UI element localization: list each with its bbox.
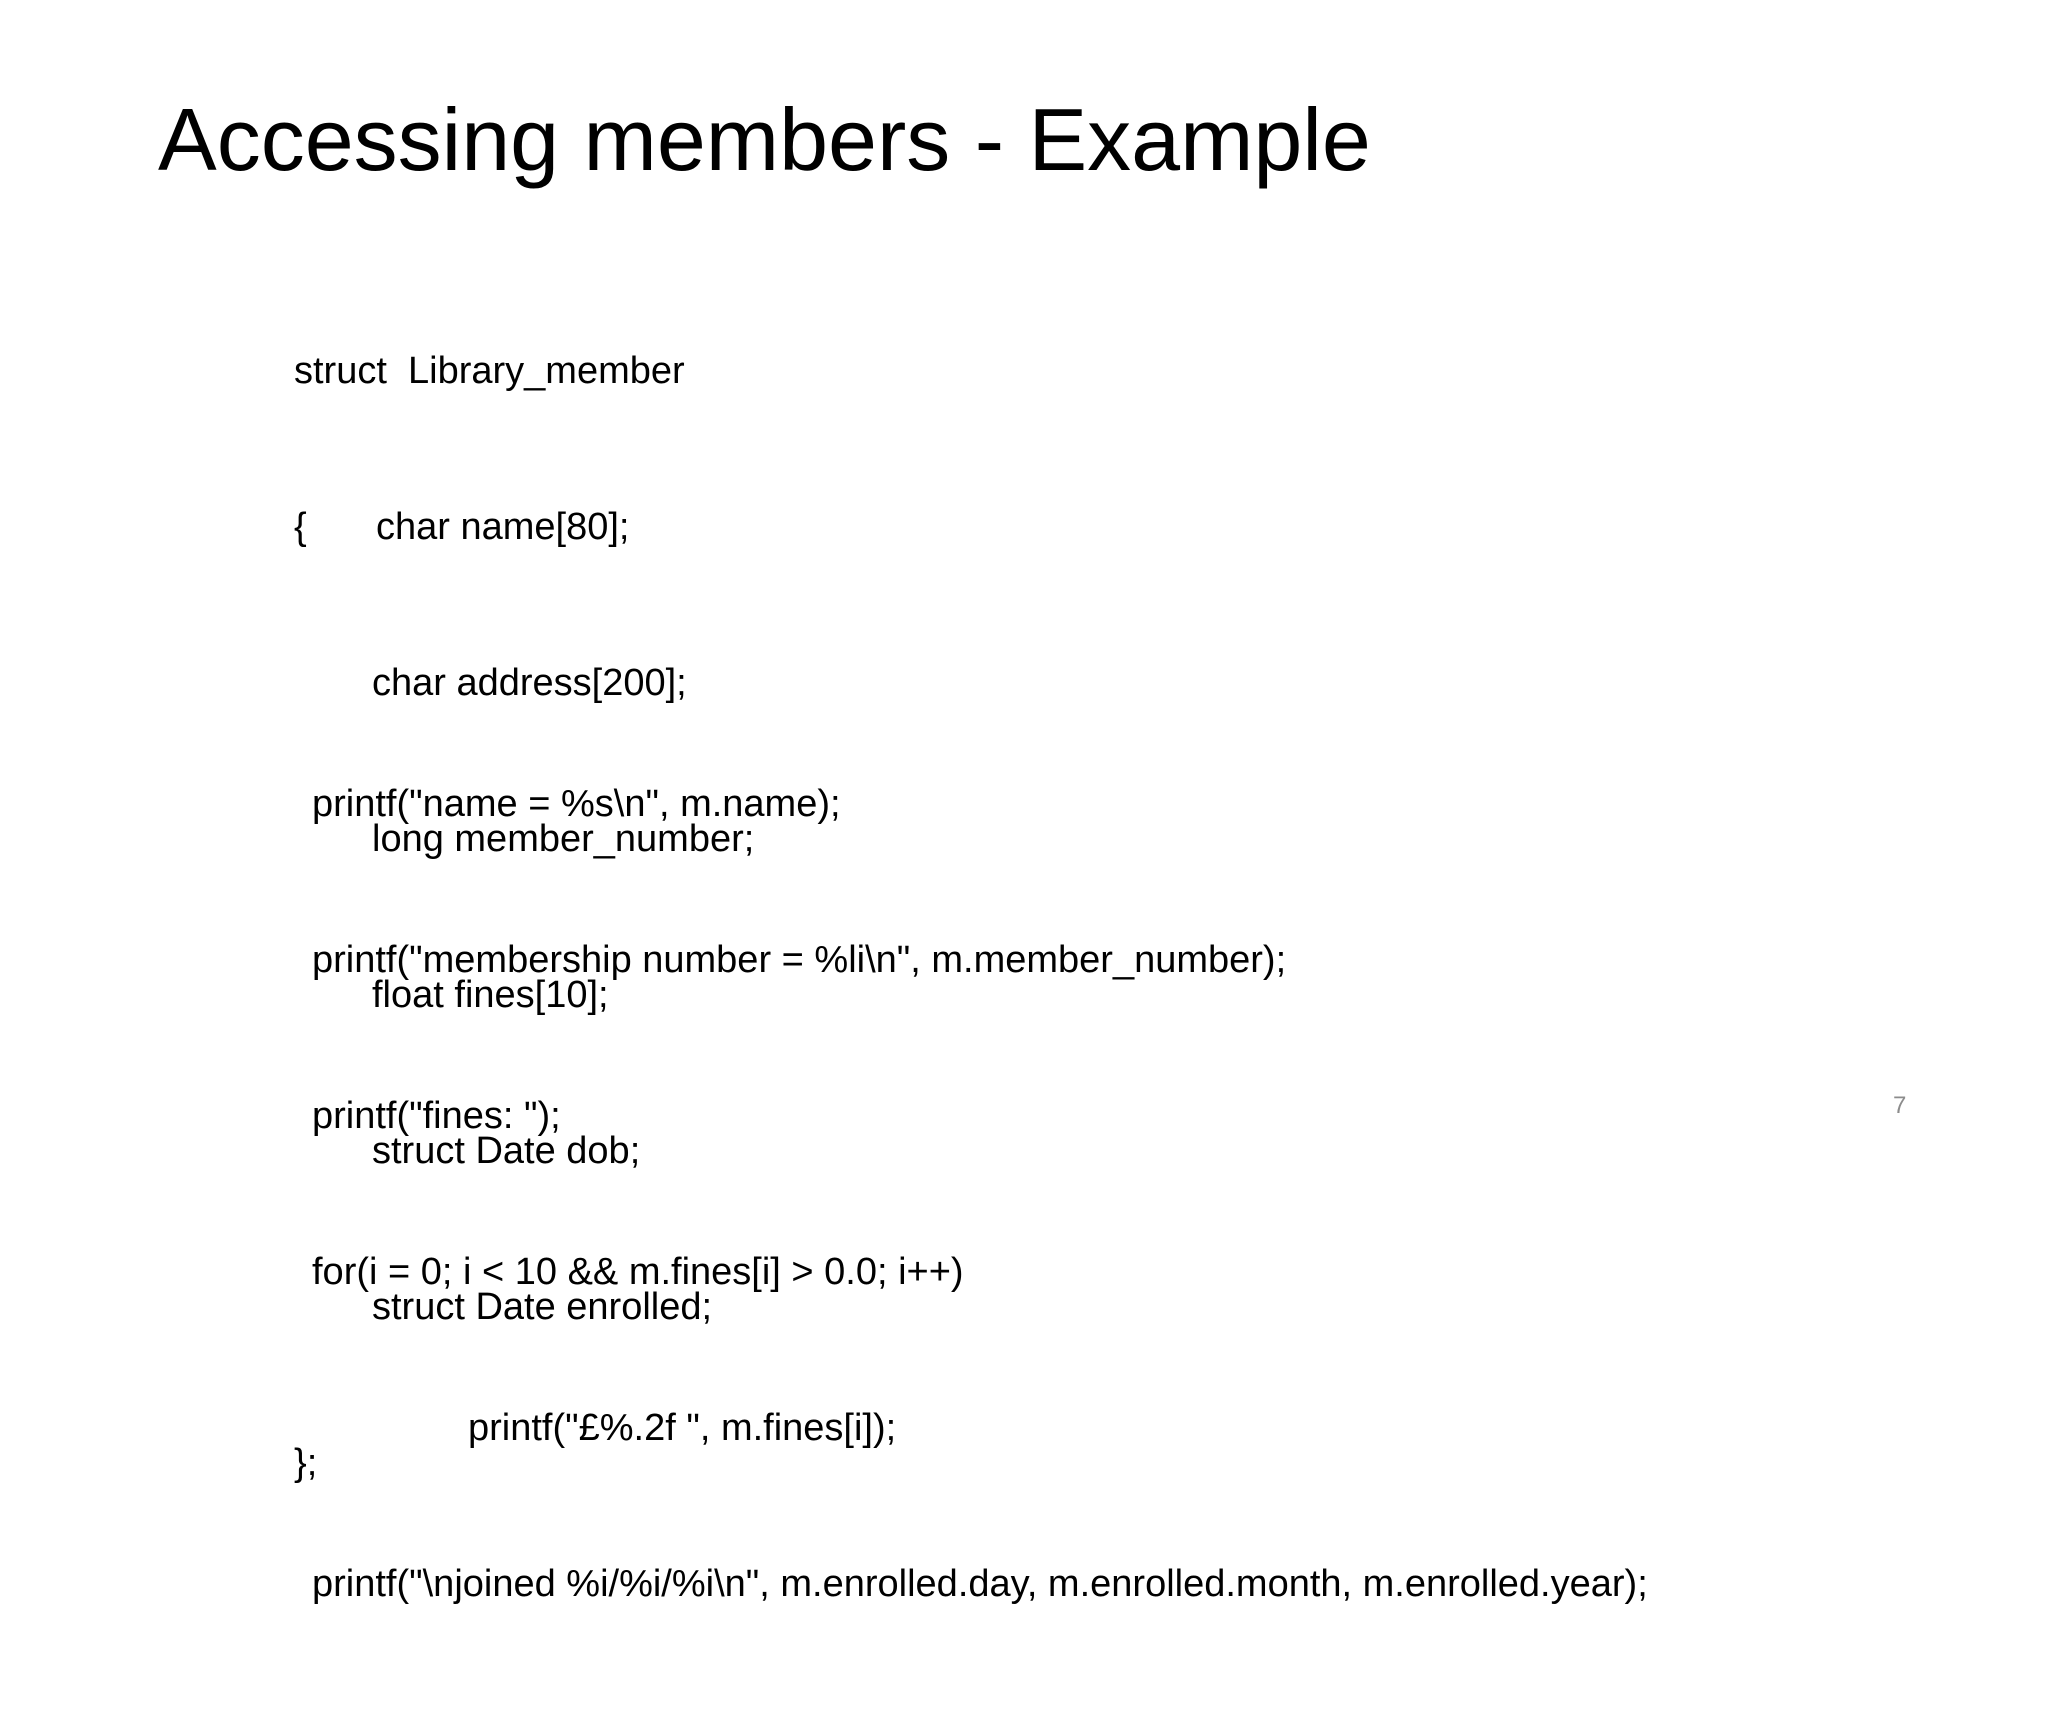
address-field-line: char address[200];: [372, 662, 687, 704]
enrolled-field-line: struct Date enrolled;: [372, 1286, 713, 1328]
page-number: 7: [1893, 1092, 1907, 1119]
struct-header-line: struct Library_member: [294, 350, 685, 392]
printf-fine-value-line: printf("£%.2f ", m.fines[i]);: [468, 1407, 897, 1449]
fines-field-line: float fines[10];: [372, 974, 609, 1016]
dob-field-line: struct Date dob;: [372, 1130, 641, 1172]
struct-close-line: };: [294, 1442, 318, 1484]
printf-name-line: printf("name = %s\n", m.name);: [312, 783, 841, 825]
for-loop-line: for(i = 0; i < 10 && m.fines[i] > 0.0; i++): [312, 1251, 964, 1293]
printf-joined-line: printf("\njoined %i/%i/%i\n", m.enrolled.day, m.enrolled.month, m.enrolled.year);: [312, 1563, 1648, 1605]
printf-member-number-line: printf("membership number = %li\n", m.member_number);: [312, 939, 1287, 981]
printf-fines-line: printf("fines: ");: [312, 1095, 561, 1137]
slide-title: Accessing members - Example: [158, 90, 1371, 189]
printf-code: [312, 674, 1648, 1714]
struct-name-field-line: [294, 501, 754, 553]
member-number-field-line: long member_number;: [372, 818, 755, 860]
name-field: char name[80];: [376, 506, 630, 548]
open-brace: {: [294, 506, 307, 548]
